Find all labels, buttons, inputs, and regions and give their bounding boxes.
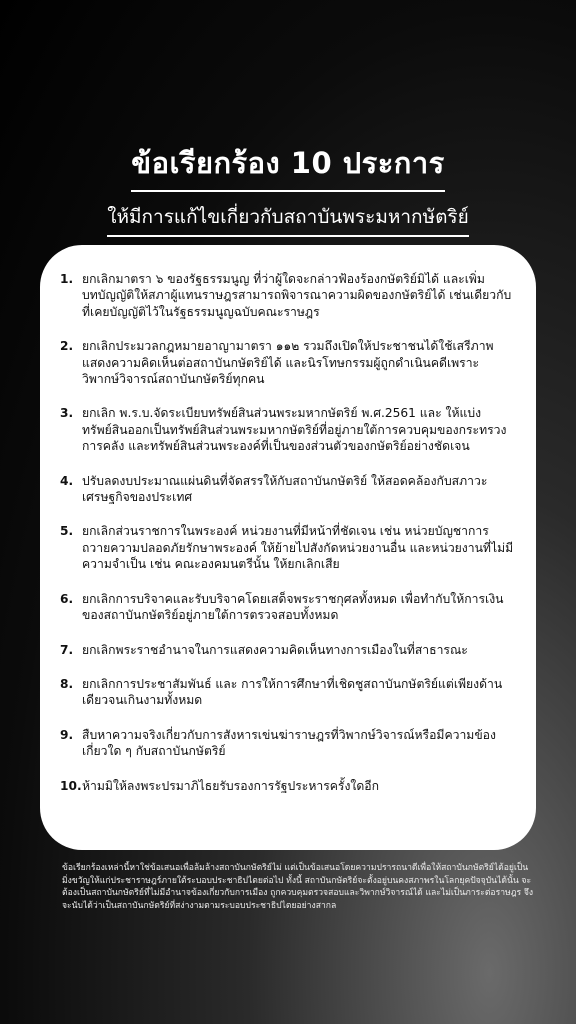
item-text: ยกเลิก พ.ร.บ.จัดระเบียบทรัพย์สินส่วนพระมหากษัตริย์ พ.ศ.2561 และ ให้แบ่งทรัพย์สินออกเป็นทรัพย์สินส่วนพระมหากษัตริย์ที่อยู่ภายใต้การควบคุมของกระทรวงการคลัง และทรัพย์สินส่วนพระองค์ที่เป็นของส่วนตัวของกษัตริย์อย่างชัดเจน [82, 406, 507, 454]
item-text: ยกเลิกการประชาสัมพันธ์ และ การให้การศึกษาที่เชิดชูสถาบันกษัตริย์แต่เพียงด้านเดียวจนเกินงามทั้งหมด [82, 676, 503, 708]
item-number: 7. [60, 642, 74, 657]
item-text: ยกเลิกประมวลกฎหมายอาญามาตรา ๑๑๒ รวมถึงเปิดให้ประชาชนได้ใช้เสรีภาพแสดงความคิดเห็นต่อสถาบันกษัตริย์ได้ และนิรโทษกรรมผู้ถูกดำเนินคดีเพราะวิพากษ์วิจารณ์สถาบันกษัตริย์ทุกคน [82, 339, 494, 387]
item-text: ห้ามมิให้ลงพระปรมาภิไธยรับรองการรัฐประหารครั้งใดอีก [82, 778, 379, 793]
list-item [60, 523, 516, 572]
item-number: 8. [60, 676, 74, 691]
item-number: 10. [60, 778, 82, 793]
item-text: ยกเลิกการบริจาคและรับบริจาคโดยเสด็จพระราชกุศลทั้งหมด เพื่อทำกับให้การเงินของสถาบันกษัตริย์อยู่ภายใต้การตรวจสอบทั้งหมด [82, 591, 504, 623]
list-item [60, 405, 516, 454]
list-item [60, 271, 516, 320]
page-title: ข้อเรียกร้อง 10 ประการ [131, 140, 444, 192]
header [0, 140, 576, 237]
list-item [60, 591, 516, 624]
list-item [60, 778, 516, 794]
list-item [60, 473, 516, 506]
item-text: ยกเลิกพระราชอำนาจในการแสดงความคิดเห็นทางการเมืองในที่สาธารณะ [82, 642, 468, 657]
item-number: 6. [60, 591, 74, 606]
item-number: 2. [60, 339, 74, 354]
demands-list [60, 271, 516, 794]
item-number: 4. [60, 473, 74, 488]
item-text: ยกเลิกส่วนราชการในพระองค์ หน่วยงานที่มีหน้าที่ชัดเจน เช่น หน่วยบัญชาการถวายความปลอดภัยรักษาพระองค์ ให้ย้ายไปสังกัดหน่วยงานอื่น และหน่วยงานที่ไม่มีความจำเป็น เช่น คณะองคมนตรีนั้น ให้ยกเลิกเสีย [82, 524, 514, 572]
page-subtitle: ให้มีการแก้ไขเกี่ยวกับสถาบันพระมหากษัตริย์ [107, 202, 469, 237]
item-text: ยกเลิกมาตรา ๖ ของรัฐธรรมนูญ ที่ว่าผู้ใดจะกล่าวฟ้องร้องกษัตริย์มิได้ และเพิ่มบทบัญญัติให้สภาผู้แทนราษฎรสามารถพิจารณาความผิดของกษัตริย์ได้ เช่นเดียวกับที่เคยบัญญัติไว้ในรัฐธรรมนูญฉบับคณะราษฎร [82, 272, 512, 319]
footer-note: ข้อเรียกร้องเหล่านี้หาใช่ข้อเสนอเพื่อล้มล้างสถาบันกษัตริย์ไม่ แต่เป็นข้อเสนอโดยความปรารถนาดีเพื่อให้สถาบันกษัตริย์ได้อยู่เป็นมิ่งขวัญให้แก่ประชาราษฎร์ภายใต้ระบอบประชาธิปไตยต่อไป ทั้งนี้ สถาบันกษัตริย์จะตั้งอยู่บนคงสภาพรในโลกยุคปัจจุบันได้นั้น จะต้องเป็นสถาบันกษัตริย์ที่ไม่มีอำนาจข้องเกี่ยวกับการเมือง ถูกควบคุมตรวจสอบและวิพากษ์วิจารณ์ได้ และไม่เป็นภาระต่อราษฎร จึงจะนับได้ว่าเป็นสถาบันกษัตริย์ที่สง่างามตามระบอบประชาธิปไตยอย่างสากล [62, 863, 534, 911]
list-item [60, 727, 516, 760]
item-number: 5. [60, 524, 74, 539]
list-item [60, 338, 516, 387]
list-item [60, 676, 516, 709]
item-text: ปรับลดงบประมาณแผ่นดินที่จัดสรรให้กับสถาบันกษัตริย์ ให้สอดคล้องกับสภาวะเศรษฐกิจของประเทศ [82, 473, 488, 505]
item-text: สืบหาความจริงเกี่ยวกับการสังหารเข่นฆ่าราษฎรที่วิพากษ์วิจารณ์หรือมีความข้องเกี่ยวใด ๆ กับสถาบันกษัตริย์ [82, 727, 496, 759]
demands-card [40, 245, 536, 850]
item-number: 9. [60, 727, 74, 742]
list-item [60, 642, 516, 658]
item-number: 3. [60, 406, 74, 421]
item-number: 1. [60, 272, 74, 286]
